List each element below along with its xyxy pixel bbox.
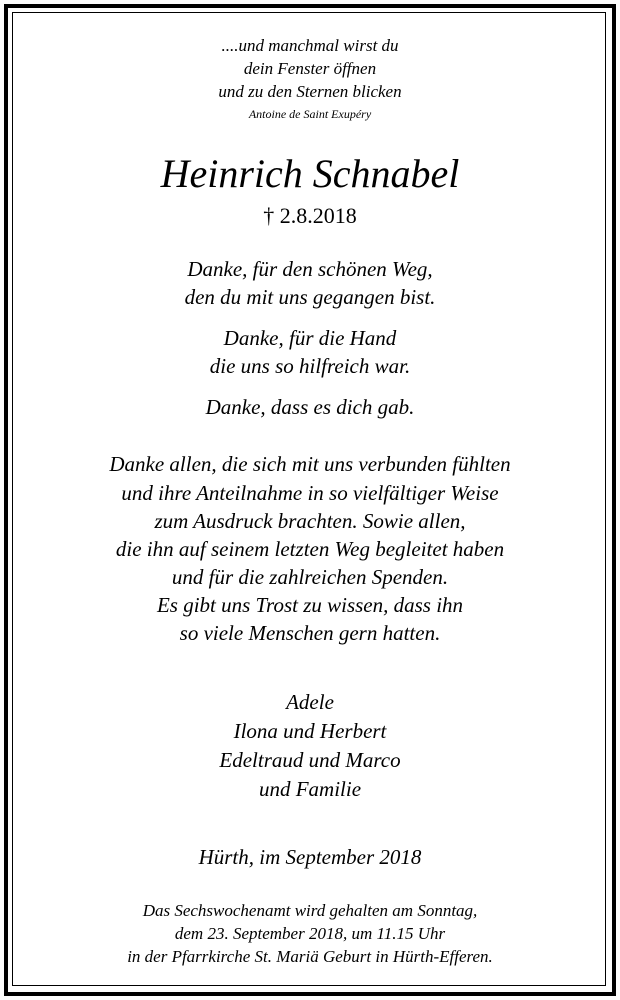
verse-line: Danke, für die Hand — [223, 326, 397, 350]
notice-line: in der Pfarrkirche St. Mariä Geburt in Hürth-Efferen. — [127, 947, 493, 966]
verse-line: Danke, dass es dich gab. — [205, 395, 415, 419]
thanks-line: und ihre Anteilnahme in so vielfältiger Weise — [121, 481, 499, 505]
thanks-line: und für die zahlreichen Spenden. — [171, 565, 449, 589]
quote-line: dein Fenster öffnen — [243, 59, 377, 78]
family-member: Ilona und Herbert — [233, 719, 387, 743]
place-date: Hürth, im September 2018 — [198, 845, 422, 869]
verse-line: Danke, für den schönen Weg, — [187, 257, 433, 281]
notice-line: Das Sechswochenamt wird gehalten am Sonntag, — [142, 901, 478, 920]
thanks-line: die ihn auf seinem letzten Weg begleitet haben — [115, 537, 505, 561]
verse-line: den du mit uns gegangen bist. — [184, 285, 436, 309]
family-member: und Familie — [258, 777, 362, 801]
notice-line: dem 23. September 2018, um 11.15 Uhr — [174, 924, 446, 943]
family-member: Edeltraud und Marco — [219, 748, 401, 772]
thanks-line: so viele Menschen gern hatten. — [179, 621, 441, 645]
quote-author: Antoine de Saint Exupéry — [248, 107, 372, 121]
family-member: Adele — [286, 690, 334, 714]
thanks-line: zum Ausdruck brachten. Sowie allen, — [154, 509, 466, 533]
quote-line: und zu den Sternen blicken — [218, 82, 402, 101]
deceased-name: Heinrich Schnabel — [160, 151, 460, 196]
thanks-line: Es gibt uns Trost zu wissen, dass ihn — [156, 593, 464, 617]
thanks-line: Danke allen, die sich mit uns verbunden fühlten — [109, 452, 511, 476]
death-date: † 2.8.2018 — [263, 203, 357, 228]
quote-line: ....und manchmal wirst du — [221, 36, 399, 55]
verse-line: die uns so hilfreich war. — [209, 354, 411, 378]
